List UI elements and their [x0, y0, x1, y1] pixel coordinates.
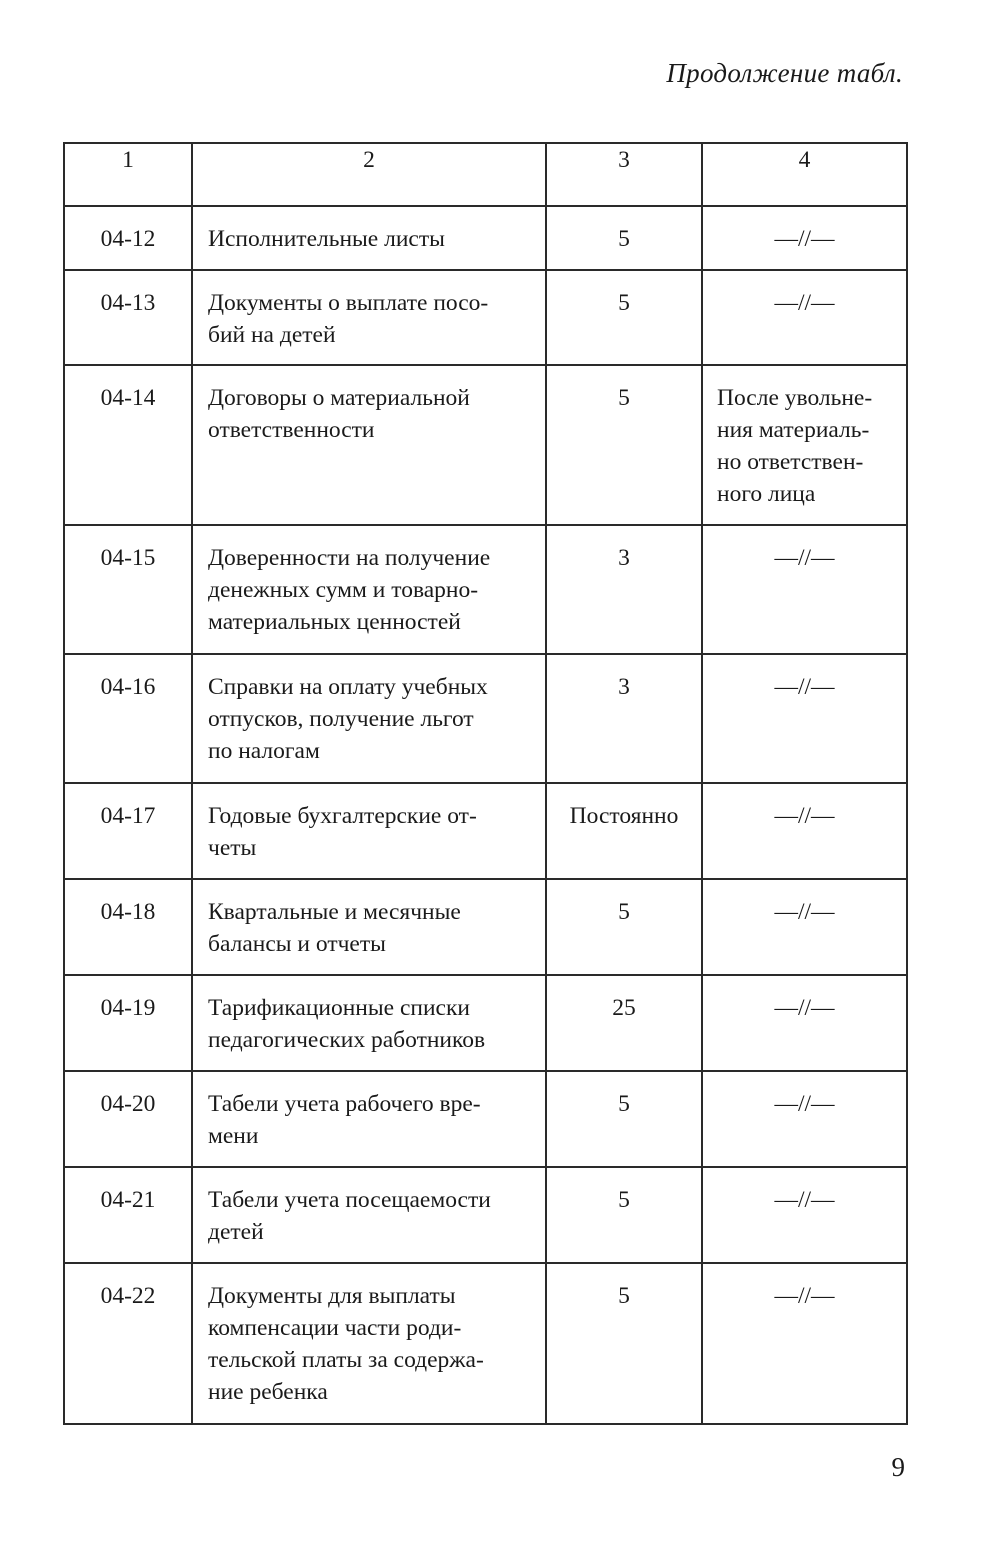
record-note: После увольне- ния материаль- но ответствен- ного лица	[702, 365, 907, 525]
table-row	[64, 525, 907, 654]
record-code: 04-12	[64, 206, 192, 270]
record-name: Доверенности на получение денежных сумм и товарно- материальных ценностей	[192, 525, 546, 654]
record-code: 04-14	[64, 365, 192, 525]
record-note: —//—	[702, 270, 907, 365]
record-name: Исполнительные листы	[192, 206, 546, 270]
record-name: Тарификационные списки педагогических работников	[192, 975, 546, 1071]
record-note: —//—	[702, 879, 907, 975]
record-name: Справки на оплату учебных отпусков, получение льгот по налогам	[192, 654, 546, 783]
table-row	[64, 1263, 907, 1424]
record-code: 04-17	[64, 783, 192, 879]
record-note: —//—	[702, 1167, 907, 1263]
record-note: —//—	[702, 1071, 907, 1167]
column-header-2: 2	[192, 143, 546, 206]
record-name: Договоры о материальной ответственности	[192, 365, 546, 525]
record-code: 04-13	[64, 270, 192, 365]
retention-term: 5	[546, 879, 702, 975]
record-note: —//—	[702, 975, 907, 1071]
retention-term: 5	[546, 206, 702, 270]
table-row	[64, 654, 907, 783]
table-header-row	[64, 143, 907, 206]
retention-term: 5	[546, 365, 702, 525]
table-continuation-caption: Продолжение табл.	[666, 58, 903, 88]
record-note: —//—	[702, 1263, 907, 1424]
retention-term: 5	[546, 1071, 702, 1167]
retention-term: 3	[546, 654, 702, 783]
table-row	[64, 1167, 907, 1263]
table-row	[64, 879, 907, 975]
table-row	[64, 1071, 907, 1167]
table-row	[64, 365, 907, 525]
record-code: 04-20	[64, 1071, 192, 1167]
record-note: —//—	[702, 206, 907, 270]
record-code: 04-21	[64, 1167, 192, 1263]
record-name: Квартальные и месячные балансы и отчеты	[192, 879, 546, 975]
page-number: 9	[891, 1452, 905, 1482]
table-row	[64, 206, 907, 270]
retention-term: Постоянно	[546, 783, 702, 879]
table-row	[64, 270, 907, 365]
record-code: 04-18	[64, 879, 192, 975]
retention-term: 5	[546, 1167, 702, 1263]
table-row	[64, 783, 907, 879]
record-note: —//—	[702, 525, 907, 654]
record-note: —//—	[702, 654, 907, 783]
retention-term: 5	[546, 270, 702, 365]
record-name: Годовые бухгалтерские от- четы	[192, 783, 546, 879]
table-body	[64, 206, 907, 1424]
retention-term: 25	[546, 975, 702, 1071]
retention-term: 3	[546, 525, 702, 654]
retention-term: 5	[546, 1263, 702, 1424]
column-header-3: 3	[546, 143, 702, 206]
record-code: 04-16	[64, 654, 192, 783]
record-name: Табели учета посещаемости детей	[192, 1167, 546, 1263]
record-note: —//—	[702, 783, 907, 879]
column-header-1: 1	[64, 143, 192, 206]
record-name: Документы для выплаты компенсации части роди- тельской платы за содержа- ние ребенка	[192, 1263, 546, 1424]
column-header-4: 4	[702, 143, 907, 206]
records-table	[63, 142, 908, 1425]
record-code: 04-22	[64, 1263, 192, 1424]
record-code: 04-19	[64, 975, 192, 1071]
record-name: Табели учета рабочего вре- мени	[192, 1071, 546, 1167]
table-row	[64, 975, 907, 1071]
record-name: Документы о выплате посо- бий на детей	[192, 270, 546, 365]
record-code: 04-15	[64, 525, 192, 654]
